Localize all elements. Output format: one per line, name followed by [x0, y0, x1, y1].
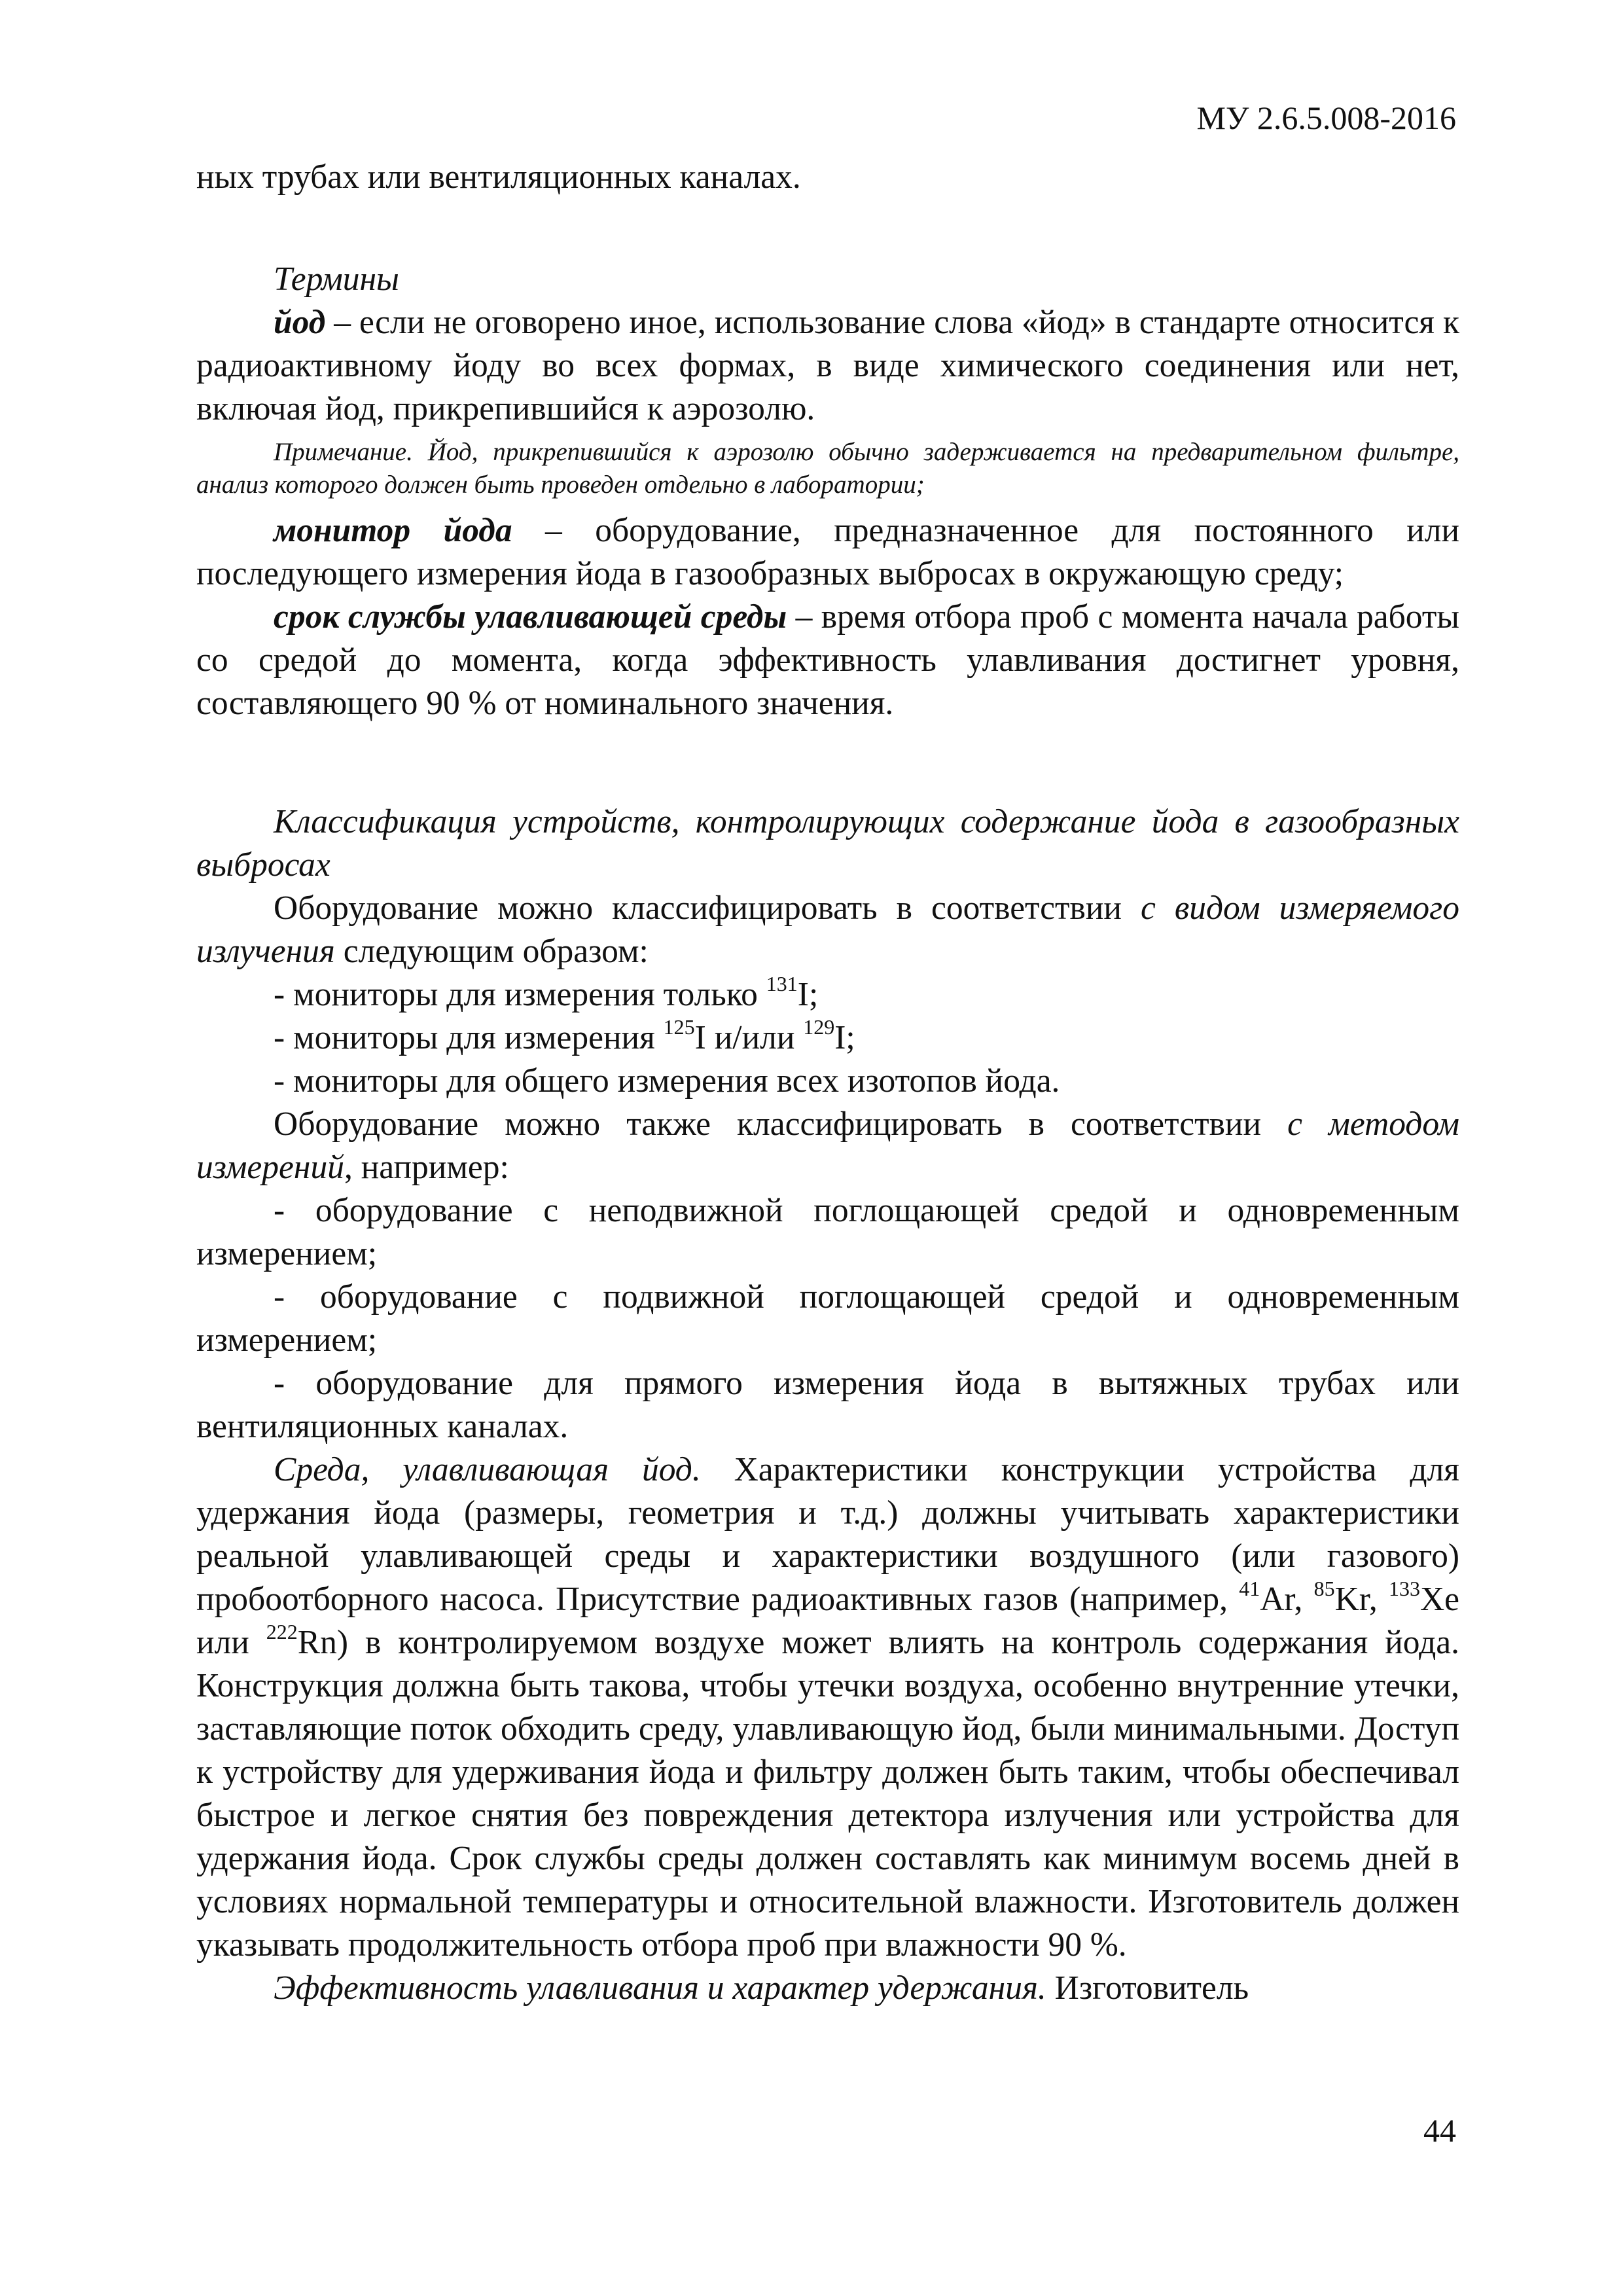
efficiency-paragraph — [196, 1967, 1459, 2010]
medium-title: Среда, улавливающая йод. — [274, 1451, 701, 1488]
medium-paragraph — [196, 1448, 1459, 1967]
list-item-method-direct: - оборудование для прямого измерения йода в вытяжных трубах или вентиляционных каналах. — [196, 1365, 1459, 1445]
mass-number: 41 — [1239, 1577, 1260, 1600]
list-item-method-fixed: - оборудование с неподвижной поглощающей средой и одновременным измерением; — [196, 1192, 1459, 1272]
term-service-life-text: – время отбора проб с момента начала работы со средой до момента, когда эффективность улавливания достигнет уровня, составляющего 90 % от номинального значения. — [196, 598, 1459, 722]
classification-p2-text-c: , например: — [344, 1149, 509, 1186]
document-code: МУ 2.6.5.008-2016 — [1196, 99, 1456, 136]
term-iodine-definition — [196, 301, 1459, 431]
classification-p1-text-c: следующим образом: — [334, 933, 649, 970]
term-iodine-text: – если не оговорено иное, использование слова «йод» в стандарте относится к радиоактивному йоду во всех формах, в виде химического соединения или нет, включая йод, прикрепившийся к аэрозолю. — [196, 304, 1459, 427]
mass-number: 85 — [1313, 1577, 1335, 1600]
list-item-monitor-125-129 — [196, 1016, 1459, 1060]
efficiency-text: Изготовитель — [1046, 1969, 1249, 2007]
term-monitor-definition — [196, 509, 1459, 596]
list-item-method-moving: - оборудование с подвижной поглощающей средой и одновременным измерением; — [196, 1278, 1459, 1359]
classification-paragraph-method — [196, 1103, 1459, 1189]
term-monitor: монитор йода — [274, 512, 512, 549]
terms-note: Примечание. Йод, прикрепившийся к аэрозолю обычно задерживается на предварительном фильтре, анализ которого должен быть проведен отдельно в лаборатории; — [196, 438, 1459, 499]
isotope-symbol: Xe или — [196, 1581, 1460, 1661]
isotope-symbol: Ar, — [1260, 1581, 1314, 1618]
classification-p1-text-a: Оборудование можно классифицировать в соответствии — [274, 889, 1141, 927]
mass-number: 131 — [766, 972, 798, 996]
term-service-life-definition — [196, 596, 1459, 725]
list-item-text: I; — [797, 976, 819, 1013]
medium-text-2: в контролируемом воздухе может влиять на контроль содержания йода. Конструкция должна быть такова, чтобы утечки воздуха, особенно внутренние утечки, заставляющие поток обходить среду, улавливающую йод, были минимальными. Доступ к устройству для удерживания йода и фильтру должен быть таким, чтобы обеспечивал быстрое и легкое снятия без повреждения детектора излучения или устройства для удержания йода. Срок службы среды должен составлять как минимум восемь дней в условиях нормальной температуры и относительной влажности. Изготовитель должен указывать продолжительность отбора проб при влажности 90 %. — [196, 1624, 1460, 1964]
list-item-text: - мониторы для измерения только — [274, 976, 766, 1013]
list-item-monitor-131 — [196, 973, 1459, 1016]
term-service-life: срок службы улавливающей среды — [274, 598, 787, 636]
list-item-text: I; — [834, 1019, 855, 1056]
classification-heading: Классификация устройств, контролирующих содержание йода в газообразных выбросах — [196, 803, 1459, 884]
list-item-text: I и/или — [694, 1019, 804, 1056]
term-monitor-text: – оборудование, предназначенное для постоянного или последующего измерения йода в газообразных выбросах в окружающую среду; — [196, 512, 1460, 592]
isotope-symbol: Rn) — [297, 1624, 348, 1661]
mass-number: 129 — [803, 1015, 835, 1039]
classification-p2-emphasis: с методом измерений — [196, 1105, 1460, 1186]
page-number: 44 — [1423, 2112, 1456, 2149]
continued-paragraph: ных трубах или вентиляционных каналах. — [196, 158, 801, 196]
terms-heading: Термины — [274, 260, 399, 298]
term-iodine: йод — [274, 304, 326, 341]
page-body — [196, 156, 1459, 2010]
list-item-text: - мониторы для измерения — [274, 1019, 664, 1056]
classification-p2-text-a: Оборудование можно также классифицировать в соответствии — [274, 1105, 1288, 1143]
classification-paragraph-radiation — [196, 887, 1459, 973]
isotope-symbol: Kr, — [1334, 1581, 1389, 1618]
mass-number: 133 — [1388, 1577, 1420, 1600]
mass-number: 222 — [266, 1620, 298, 1643]
list-item-monitor-all: - мониторы для общего измерения всех изотопов йода. — [274, 1062, 1060, 1100]
classification-p1-emphasis: с видом измеряемого излучения — [196, 889, 1460, 970]
efficiency-title: Эффективность улавливания и характер удержания. — [274, 1969, 1046, 2007]
medium-text-1: Характеристики конструкции устройства для удержания йода (размеры, геометрия и т.д.) должны учитывать характеристики реальной улавливающей среды и характеристики воздушного (или газового) пробоотборного насоса. Присутствие радиоактивных газов (например, — [196, 1451, 1459, 1618]
mass-number: 125 — [663, 1015, 695, 1039]
